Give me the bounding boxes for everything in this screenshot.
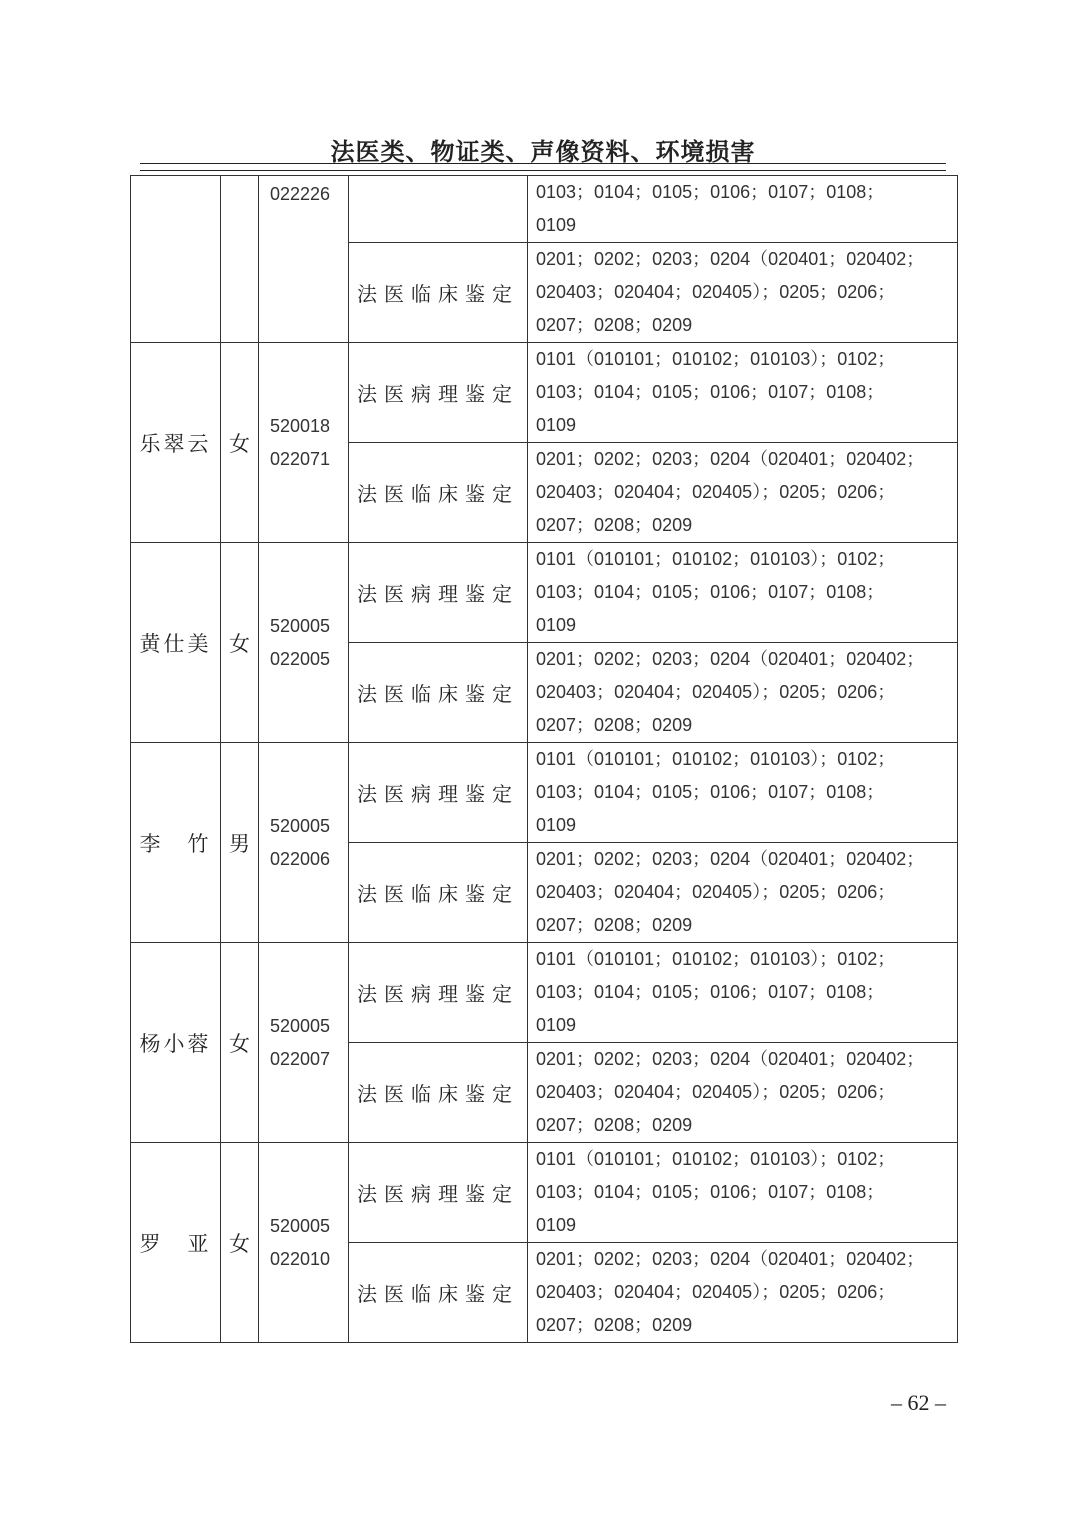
cert-number-cell xyxy=(259,176,349,343)
codes-line: 020403；020404；020405）；0205；0206； xyxy=(536,282,896,302)
gender-cell xyxy=(221,176,259,343)
name-cell: 李 竹 xyxy=(131,743,221,943)
codes-line: 020403；020404；020405）；0205；0206； xyxy=(536,882,896,902)
cert-number-line: 022010 xyxy=(270,1248,331,1269)
category-cell: 法医临床鉴定 xyxy=(349,843,528,943)
codes-cell xyxy=(528,1243,958,1343)
table-row xyxy=(131,176,958,243)
cert-number-cell xyxy=(259,943,349,1143)
codes-line: 0103；0104；0105；0106；0107；0108； xyxy=(536,382,885,402)
category-cell: 法医临床鉴定 xyxy=(349,443,528,543)
codes-line: 0201；0202；0203；0204（020401；020402； xyxy=(536,449,925,469)
table-row xyxy=(131,343,958,443)
codes-cell xyxy=(528,443,958,543)
name-cell: 杨小蓉 xyxy=(131,943,221,1143)
codes-line: 0109 xyxy=(536,1015,577,1035)
codes-line: 0201；0202；0203；0204（020401；020402； xyxy=(536,1049,925,1069)
category-cell: 法医病理鉴定 xyxy=(349,743,528,843)
gender-cell: 女 xyxy=(221,343,259,543)
codes-line: 0201；0202；0203；0204（020401；020402； xyxy=(536,649,925,669)
codes-line: 0109 xyxy=(536,615,577,635)
name-cell: 黄仕美 xyxy=(131,543,221,743)
codes-line: 0101（010101；010102；010103）；0102； xyxy=(536,349,896,369)
category-cell xyxy=(349,176,528,243)
codes-cell xyxy=(528,1143,958,1243)
codes-cell xyxy=(528,643,958,743)
cert-number-line: 520005 xyxy=(270,615,331,636)
cert-number-line: 520005 xyxy=(270,1015,331,1036)
cert-number-line: 022071 xyxy=(270,448,331,469)
codes-line: 020403；020404；020405）；0205；0206； xyxy=(536,682,896,702)
gender-cell: 女 xyxy=(221,943,259,1143)
header-rule-bottom xyxy=(140,170,946,171)
codes-line: 0109 xyxy=(536,815,577,835)
category-cell: 法医病理鉴定 xyxy=(349,343,528,443)
codes-line: 0207；0208；0209 xyxy=(536,915,693,935)
codes-cell xyxy=(528,176,958,243)
codes-line: 0207；0208；0209 xyxy=(536,1115,693,1135)
cert-number-cell xyxy=(259,543,349,743)
codes-cell xyxy=(528,943,958,1043)
name-cell: 乐翠云 xyxy=(131,343,221,543)
codes-line: 0109 xyxy=(536,415,577,435)
codes-cell xyxy=(528,243,958,343)
gender-cell: 女 xyxy=(221,1143,259,1343)
codes-line: 0103；0104；0105；0106；0107；0108； xyxy=(536,582,885,602)
codes-line: 0101（010101；010102；010103）；0102； xyxy=(536,549,896,569)
cert-number-line: 022007 xyxy=(270,1048,331,1069)
name-cell xyxy=(131,176,221,343)
cert-number-line: 520005 xyxy=(270,815,331,836)
codes-line: 020403；020404；020405）；0205；0206； xyxy=(536,1082,896,1102)
cert-number-cell xyxy=(259,1143,349,1343)
codes-line: 0201；0202；0203；0204（020401；020402； xyxy=(536,849,925,869)
codes-line: 0103；0104；0105；0106；0107；0108； xyxy=(536,782,885,802)
cert-number-line: 520005 xyxy=(270,1215,331,1236)
codes-line: 0101（010101；010102；010103）；0102； xyxy=(536,1149,896,1169)
codes-line: 0207；0208；0209 xyxy=(536,715,693,735)
category-cell: 法医临床鉴定 xyxy=(349,1043,528,1143)
codes-line: 0201；0202；0203；0204（020401；020402； xyxy=(536,249,925,269)
table-row xyxy=(131,1143,958,1243)
codes-cell xyxy=(528,843,958,943)
codes-line: 0109 xyxy=(536,1215,577,1235)
category-cell: 法医病理鉴定 xyxy=(349,543,528,643)
appraiser-table xyxy=(130,175,958,1343)
cert-number-line: 022006 xyxy=(270,848,331,869)
cert-number-line: 520018 xyxy=(270,415,331,436)
gender-cell: 男 xyxy=(221,743,259,943)
codes-line: 0101（010101；010102；010103）；0102； xyxy=(536,749,896,769)
codes-line: 0207；0208；0209 xyxy=(536,515,693,535)
page-title: 法医类、物证类、声像资料、环境损害 xyxy=(330,137,756,166)
cert-number-cell xyxy=(259,343,349,543)
name-cell: 罗 亚 xyxy=(131,1143,221,1343)
gender-cell: 女 xyxy=(221,543,259,743)
codes-line: 0103；0104；0105；0106；0107；0108； xyxy=(536,182,885,202)
codes-line: 0103；0104；0105；0106；0107；0108； xyxy=(536,1182,885,1202)
codes-cell xyxy=(528,343,958,443)
header-rule-top xyxy=(140,163,946,164)
cert-number-cell xyxy=(259,743,349,943)
codes-cell xyxy=(528,1043,958,1143)
codes-cell xyxy=(528,543,958,643)
codes-line: 0207；0208；0209 xyxy=(536,1315,693,1335)
codes-cell xyxy=(528,743,958,843)
table-row xyxy=(131,543,958,643)
table-row xyxy=(131,943,958,1043)
codes-line: 0109 xyxy=(536,215,577,235)
category-cell: 法医临床鉴定 xyxy=(349,643,528,743)
codes-line: 0103；0104；0105；0106；0107；0108； xyxy=(536,982,885,1002)
cert-number: 022226 xyxy=(270,184,331,204)
category-cell: 法医临床鉴定 xyxy=(349,243,528,343)
category-cell: 法医临床鉴定 xyxy=(349,1243,528,1343)
category-cell: 法医病理鉴定 xyxy=(349,1143,528,1243)
codes-line: 0207；0208；0209 xyxy=(536,315,693,335)
cert-number-line: 022005 xyxy=(270,648,331,669)
page-number: – 62 – xyxy=(891,1390,946,1415)
codes-line: 0101（010101；010102；010103）；0102； xyxy=(536,949,896,969)
codes-line: 0201；0202；0203；0204（020401；020402； xyxy=(536,1249,925,1269)
codes-line: 020403；020404；020405）；0205；0206； xyxy=(536,1282,896,1302)
category-cell: 法医病理鉴定 xyxy=(349,943,528,1043)
codes-line: 020403；020404；020405）；0205；0206； xyxy=(536,482,896,502)
table-row xyxy=(131,743,958,843)
